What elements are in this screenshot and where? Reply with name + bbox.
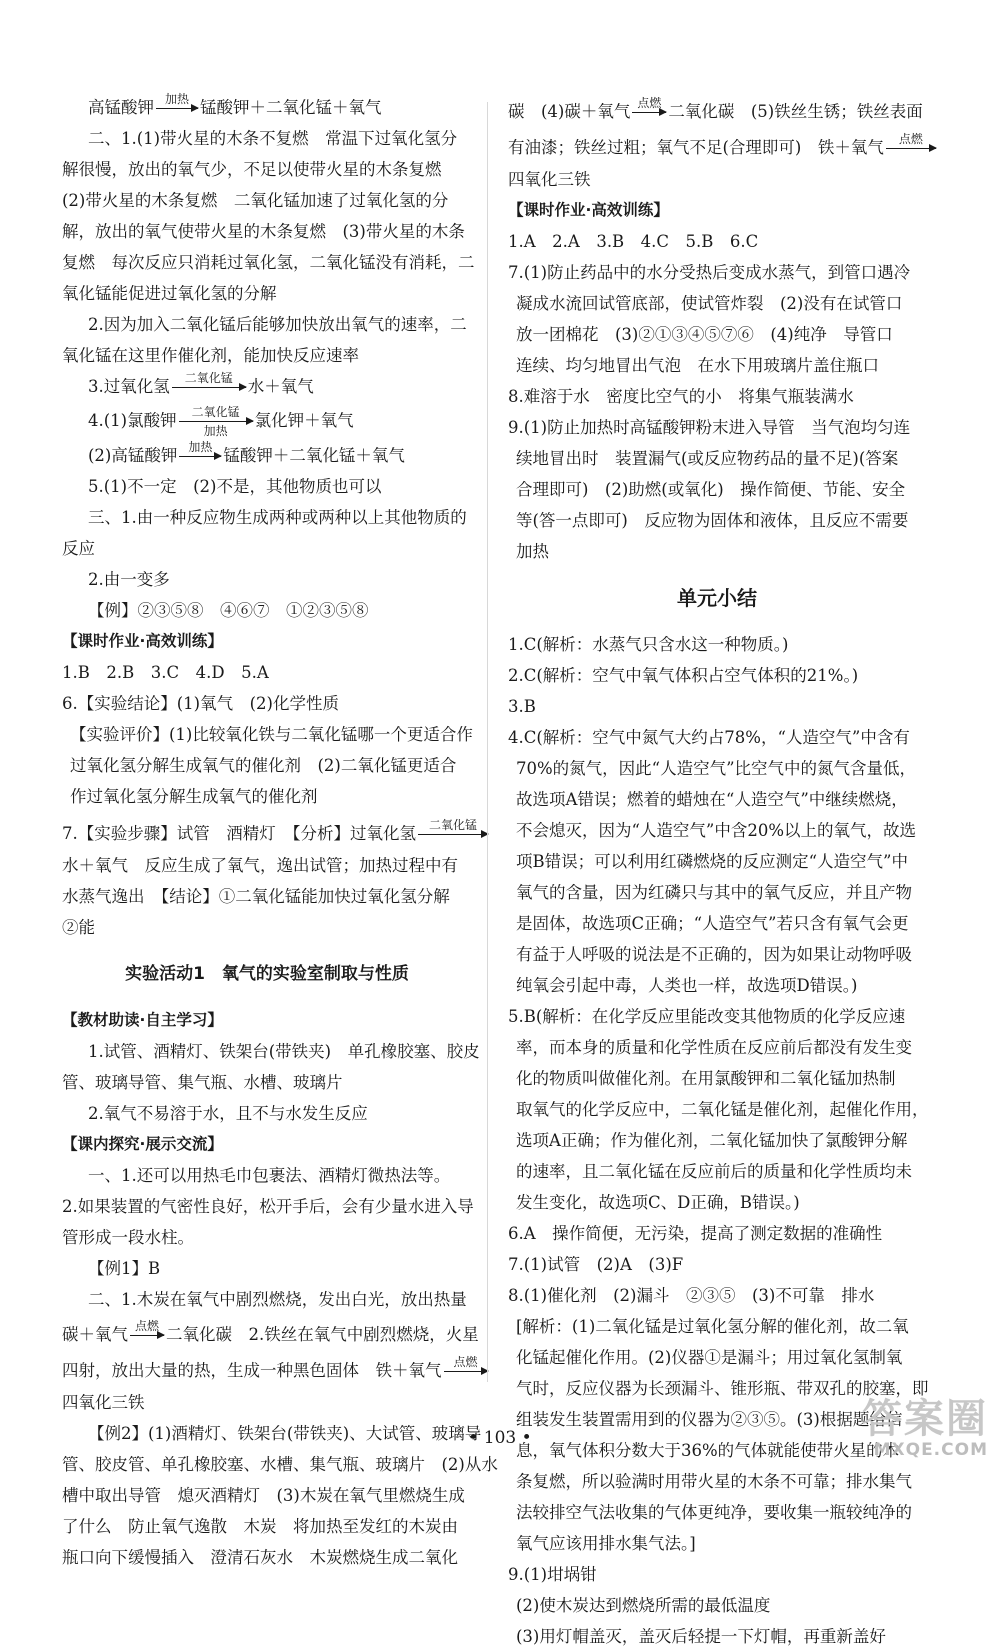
reaction-arrow: 加热: [156, 108, 198, 109]
text-line: [解析：(1)二氧化锰是过氧化氢分解的催化剂，故二氧: [516, 1317, 909, 1336]
text-line: 4.C(解析：空气中氮气大约占78%，“人造空气”中含有: [508, 728, 910, 747]
equation-line: 4.(1)氯酸钾 二氧化锰 加热 氯化钾＋氧气: [88, 405, 354, 438]
text-line: 9.(1)防止加热时高锰酸钾粉末进入导管 当气泡均匀连: [508, 418, 911, 437]
section-heading: 【课时作业·高效训练】: [508, 201, 669, 219]
watermark: [748, 1398, 988, 1460]
text-line: 2.因为加入二氧化锰后能够加快放出氧气的速率，二: [88, 315, 467, 334]
text-line: 是固体，故选项C正确；“人造空气”若只含有氧气会更: [516, 914, 909, 933]
text-line: 故选项A错误；燃着的蜡烛在“人造空气”中继续燃烧，: [516, 790, 908, 809]
text-line: 解，放出的氧气使带火星的木条复燃 (3)带火星的木条: [62, 222, 465, 241]
reaction-arrow: 点燃: [886, 148, 936, 149]
activity-title: 实验活动1 氧气的实验室制取与性质: [125, 964, 409, 984]
equation-line: 四射，放出大量的热，生成一种黑色固体 铁＋氧气 点燃: [62, 1351, 472, 1387]
text-line: 息，氧气体积分数大于36%的气体就能使带火星的木: [516, 1441, 900, 1460]
text-line: (2)使木炭达到燃烧所需的最低温度: [516, 1596, 771, 1615]
text-line: 项B错误；可以利用红磷燃烧的反应测定“人造空气”中: [516, 852, 908, 871]
text-line: 凝成水流回试管底部，使试管炸裂 (2)没有在试管口: [516, 294, 903, 313]
section-heading: 【教材助读·自主学习】: [62, 1011, 223, 1029]
equation-line: 有油漆；铁丝过粗；氧气不足(合理即可) 铁＋氧气 点燃: [508, 128, 926, 164]
section-heading: 【课时作业·高效训练】: [62, 632, 223, 650]
text-line: 7.(1)防止药品中的水分受热后变成水蒸气，到管口遇冷: [508, 263, 911, 282]
text-line: 加热: [516, 542, 549, 561]
equation-line: 高锰酸钾 加热 锰酸钾＋二氧化锰＋氧气: [88, 92, 382, 117]
text-line: 不会熄灭，因为“人造空气”中含20%以上的氧气，故选: [516, 821, 917, 840]
text-line: 三、1.由一种反应物生成两种或两种以上其他物质的: [88, 508, 467, 527]
equation-line: 3.过氧化氢 二氧化锰 水＋氧气: [88, 371, 314, 396]
text-line: 气时，反应仪器为长颈漏斗、锥形瓶、带双孔的胶塞，即: [516, 1379, 929, 1398]
text-line: 【例1】B: [88, 1259, 161, 1278]
text-line: 连续、均匀地冒出气泡 在水下用玻璃片盖住瓶口: [516, 356, 879, 375]
reaction-arrow: 二氧化锰 加热: [179, 421, 253, 422]
text-line: 1.B 2.B 3.C 4.D 5.A: [62, 663, 269, 682]
text-line: 二、1.木炭在氧气中剧烈燃烧，发出白光，放出热量: [88, 1290, 467, 1309]
text-line: 70%的氮气，因此“人造空气”比空气中的氮气含量低，: [516, 759, 917, 778]
reaction-arrow: 点燃: [130, 1335, 164, 1336]
reaction-arrow: 二氧化锰: [418, 834, 488, 835]
text-line: 氧化锰在这里作催化剂，能加快反应速率: [62, 346, 359, 365]
equation-line: (2)高锰酸钾 加热 锰酸钾＋二氧化锰＋氧气: [88, 440, 405, 465]
text-line: 5.(1)不一定 (2)不是，其他物质也可以: [88, 477, 382, 496]
text-line: 有益于人呼吸的说法是不正确的，因为如果让动物呼吸: [516, 945, 912, 964]
text-line: 1.A 2.A 3.B 4.C 5.B 6.C: [508, 232, 759, 251]
equation-line: 7.【实验步骤】试管 酒精灯 【分析】过氧化氢 二氧化锰: [62, 812, 472, 850]
text-line: 纯氧会引起中毒，人类也一样，故选项D错误。): [516, 976, 858, 995]
page-number: • 103 •: [468, 1428, 532, 1448]
text-line: 解很慢，放出的氧气少，不足以使带火星的木条复燃: [62, 160, 442, 179]
text-line: 反应: [62, 539, 95, 558]
equation-line: 碳 (4)碳＋氧气 点燃 二氧化碳 (5)铁丝生锈；铁丝表面: [508, 96, 923, 121]
text-line: 合理即可) (2)助燃(或氧化) 操作简便、节能、安全: [516, 480, 906, 499]
reaction-arrow: 加热: [179, 456, 221, 457]
text-line: 【例】②③⑤⑧ ④⑥⑦ ①②③⑤⑧: [88, 601, 369, 620]
left-column: [62, 92, 498, 1573]
reaction-arrow: 点燃: [444, 1371, 488, 1372]
text-line: 选项A正确；作为催化剂，二氧化锰加快了氯酸钾分解: [516, 1131, 908, 1150]
text-line: 3.B: [508, 697, 536, 716]
text-line: 条复燃，所以验满时用带火星的木条不可靠；排水集气: [516, 1472, 912, 1491]
text-line: 2.由一变多: [88, 570, 170, 589]
unit-summary-title: 单元小结: [677, 586, 757, 610]
text-line: 氧气应该用排水集气法。]: [516, 1534, 696, 1553]
text-line: 槽中取出导管 熄灭酒精灯 (3)木炭在氧气里燃烧生成: [62, 1486, 465, 1505]
text-line: 氧气的含量，因为红磷只与其中的氧气反应，并且产物: [516, 883, 912, 902]
text-line: 发生变化，故选项C、D正确，B错误。): [516, 1193, 800, 1212]
reaction-arrow: 点燃: [632, 112, 666, 113]
section-heading: 【课内探究·展示交流】: [62, 1135, 223, 1153]
text-line: 水蒸气逸出 【结论】①二氧化锰能加快过氧化氢分解: [62, 887, 450, 906]
text-line: (3)用灯帽盖灭，盖灭后轻提一下灯帽，再重新盖好: [516, 1627, 886, 1646]
text-line: 2.氧气不易溶于水，且不与水发生反应: [88, 1104, 368, 1123]
watermark-url: MXQE.COM: [873, 1440, 988, 1460]
text-line: 等(答一点即可) 反应物为固体和液体，且反应不需要: [516, 511, 909, 530]
text-line: 6.A 操作简便，无污染，提高了测定数据的准确性: [508, 1224, 883, 1243]
text-line: 2.C(解析：空气中氧气体积占空气体积的21%。): [508, 666, 859, 685]
text-line: 法较排空气法收集的气体更纯净，要收集一瓶较纯净的: [516, 1503, 912, 1522]
text-line: ②能: [62, 918, 95, 937]
text-line: 氧化锰能促进过氧化氢的分解: [62, 284, 277, 303]
text-line: 化锰起催化作用。(2)仪器①是漏斗；用过氧化氢制氧: [516, 1348, 903, 1367]
text-line: 复燃 每次反应只消耗过氧化氢，二氧化锰没有消耗，二: [62, 253, 475, 272]
text-line: 5.B(解析：在化学反应里能改变其他物质的化学反应速: [508, 1007, 906, 1026]
text-line: 作过氧化氢分解生成氧气的催化剂: [70, 787, 318, 806]
text-line: 续地冒出时 装置漏气(或反应物药品的量不足)(答案: [516, 449, 899, 468]
text-line: 管形成一段水柱。: [62, 1228, 194, 1247]
text-line: 了什么 防止氧气逸散 木炭 将加热至发红的木炭由: [62, 1517, 458, 1536]
text-line: 管、玻璃导管、集气瓶、水槽、玻璃片: [62, 1073, 343, 1092]
text-line: 率，而本身的质量和化学性质在反应前后都没有发生变: [516, 1038, 912, 1057]
text-line: 瓶口向下缓慢插入 澄清石灰水 木炭燃烧生成二氧化: [62, 1548, 458, 1567]
text-line: 【例2】(1)酒精灯、铁架台(带铁夹)、大试管、玻璃导: [88, 1424, 482, 1443]
text-line: 化的物质叫做催化剂。在用氯酸钾和二氧化锰加热制: [516, 1069, 896, 1088]
text-line: 6.【实验结论】(1)氧气 (2)化学性质: [62, 694, 339, 713]
text-line: 水＋氧气 反应生成了氧气，逸出试管；加热过程中有: [62, 856, 458, 875]
text-line: 二、1.(1)带火星的木条不复燃 常温下过氧化氢分: [88, 129, 458, 148]
text-line: 放一团棉花 (3)②①③④⑤⑦⑥ (4)纯净 导管口: [516, 325, 893, 344]
text-line: 一、1.还可以用热毛巾包裹法、酒精灯微热法等。: [88, 1166, 451, 1185]
text-line: 1.试管、酒精灯、铁架台(带铁夹) 单孔橡胶塞、胶皮: [88, 1042, 480, 1061]
text-line: (2)带火星的木条复燃 二氧化锰加速了过氧化氢的分: [62, 191, 449, 210]
text-line: 四氧化三铁: [508, 170, 591, 189]
text-line: 组装发生装置需用到的仪器为②③⑤。(3)根据题给信: [516, 1410, 903, 1429]
text-line: 7.(1)试管 (2)A (3)F: [508, 1255, 684, 1274]
text-line: 【实验评价】(1)比较氧化铁与二氧化锰哪一个更适合作: [70, 725, 473, 744]
text-line: 管、胶皮管、单孔橡胶塞、水槽、集气瓶、玻璃片 (2)从水: [62, 1455, 498, 1474]
text-line: 过氧化氢分解生成氧气的催化剂 (2)二氧化锰更适合: [70, 756, 457, 775]
column-divider: [487, 102, 488, 1382]
text-line: 1.C(解析：水蒸气只含水这一种物质。): [508, 635, 789, 654]
text-line: 2.如果装置的气密性良好，松开手后，会有少量水进入导: [62, 1197, 474, 1216]
text-line: 8.难溶于水 密度比空气的小 将集气瓶装满水: [508, 387, 854, 406]
text-line: 取氧气的化学反应中，二氧化锰是催化剂，起催化作用，: [516, 1100, 929, 1119]
text-line: 8.(1)催化剂 (2)漏斗 ②③⑤ (3)不可靠 排水: [508, 1286, 875, 1305]
watermark-logo-text: 答案圈: [862, 1396, 988, 1442]
reaction-arrow: 二氧化锰: [172, 387, 246, 388]
text-line: 9.(1)坩埚钳: [508, 1565, 597, 1584]
text-line: 四氧化三铁: [62, 1393, 145, 1412]
text-line: 的速率，且二氧化锰在反应前后的质量和化学性质均未: [516, 1162, 912, 1181]
equation-line: 碳＋氧气 点燃 二氧化碳 2.铁丝在氧气中剧烈燃烧，火星: [62, 1319, 479, 1344]
